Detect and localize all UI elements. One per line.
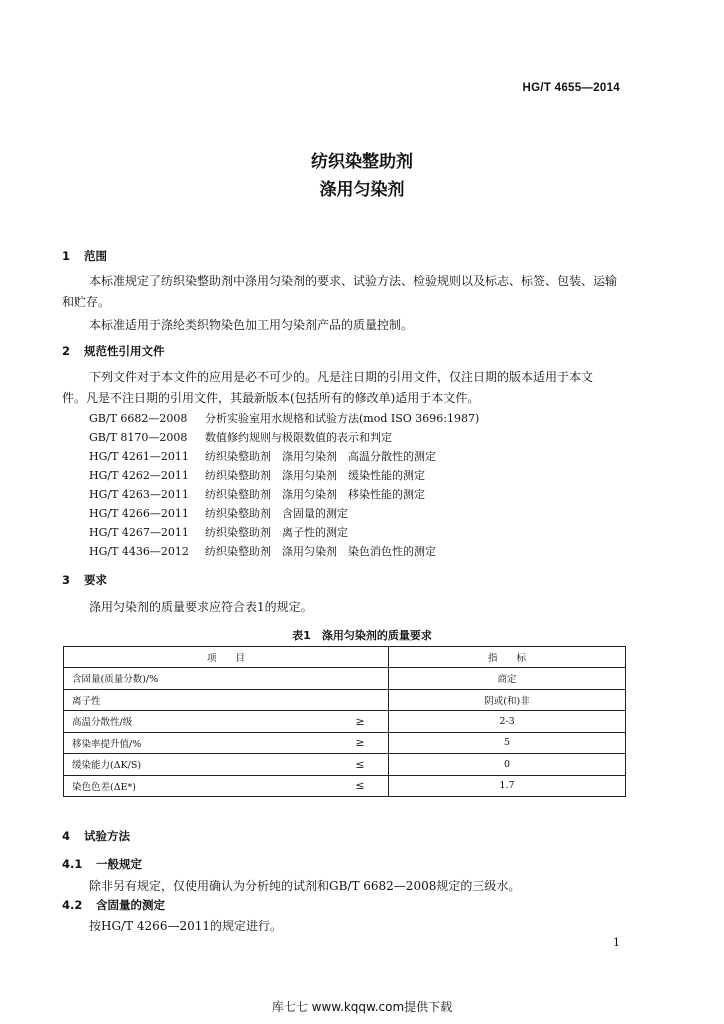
paragraph: 涤用匀染剂的质量要求应符合表1的规定。	[89, 600, 313, 614]
reference-code: HG/T 4436—2012	[89, 545, 189, 558]
section-title: 要求	[84, 573, 107, 587]
reference-code: HG/T 4261—2011	[89, 450, 189, 463]
item-value: 5	[389, 732, 626, 754]
paragraph: 和贮存。	[62, 295, 111, 309]
section-title: 范围	[84, 249, 107, 263]
section-2-heading	[62, 343, 165, 359]
item-name: 离子性	[64, 689, 333, 711]
paragraph: 本标准适用于涤纶类织物染色加工用匀染剂产品的质量控制。	[89, 318, 414, 332]
reference-title: 纺织染整助剂 涤用匀染剂 高温分散性的测定	[205, 450, 436, 463]
paragraph: 本标准规定了纺织染整助剂中涤用匀染剂的要求、试验方法、检验规则以及标志、标签、包装、运输	[89, 274, 618, 288]
reference-code: HG/T 4262—2011	[89, 469, 189, 482]
operator: ≥	[332, 711, 389, 733]
column-header-value: 指 标	[389, 647, 626, 668]
subsection-4-1-heading	[62, 856, 142, 872]
item-value: 商定	[389, 668, 626, 690]
section-title: 试验方法	[84, 829, 130, 843]
footer-download-notice: 库七七 www.kqqw.com提供下载	[271, 1000, 453, 1014]
paragraph: 除非另有规定，仅使用确认为分析纯的试剂和GB/T 6682—2008规定的三级水。	[89, 879, 521, 893]
section-title: 规范性引用文件	[84, 344, 165, 358]
reference-title: 纺织染整助剂 涤用匀染剂 染色消色性的测定	[205, 545, 436, 558]
quality-requirements-table	[63, 646, 626, 797]
operator	[332, 689, 389, 711]
table-row	[64, 689, 626, 711]
reference-item	[89, 448, 436, 464]
item-name: 缓染能力(ΔK/S)	[64, 754, 333, 776]
item-name: 移染率提升值/%	[64, 732, 333, 754]
reference-code: GB/T 6682—2008	[89, 412, 188, 425]
table-row	[64, 711, 626, 733]
section-number: 3	[62, 573, 71, 587]
reference-code: HG/T 4263—2011	[89, 488, 189, 501]
subsection-4-2-heading	[62, 897, 165, 913]
document-number: HG/T 4655—2014	[522, 82, 620, 94]
section-number: 4	[62, 829, 71, 843]
reference-item	[89, 524, 348, 540]
page-number: 1	[613, 936, 620, 949]
reference-item	[89, 543, 436, 559]
section-3-heading	[62, 572, 107, 588]
paragraph: 下列文件对于本文件的应用是必不可少的。凡是注日期的引用文件，仅注日期的版本适用于本文	[89, 370, 594, 384]
item-value: 0	[389, 754, 626, 776]
reference-title: 纺织染整助剂 涤用匀染剂 缓染性能的测定	[205, 469, 425, 482]
table-row	[64, 775, 626, 797]
reference-item	[89, 410, 479, 426]
title-line-2: 涤用匀染剂	[319, 180, 405, 200]
reference-title: 数值修约规则与极限数值的表示和判定	[205, 431, 392, 444]
table-row	[64, 668, 626, 690]
reference-title: 纺织染整助剂 含固量的测定	[205, 507, 348, 520]
operator: ≥	[332, 732, 389, 754]
title-line-1: 纺织染整助剂	[311, 152, 413, 172]
item-value: 2-3	[389, 711, 626, 733]
item-name: 含固量(质量分数)/%	[64, 668, 333, 690]
table-row	[64, 754, 626, 776]
item-name: 高温分散性/级	[64, 711, 333, 733]
section-1-heading	[62, 248, 107, 264]
subsection-title: 一般规定	[96, 857, 142, 871]
table-row	[64, 732, 626, 754]
paragraph: 件。凡是不注日期的引用文件，其最新版本(包括所有的修改单)适用于本文件。	[62, 391, 480, 405]
operator	[332, 668, 389, 690]
subsection-number: 4.1	[62, 857, 83, 871]
reference-code: HG/T 4266—2011	[89, 507, 189, 520]
reference-item	[89, 467, 425, 483]
operator: ≤	[332, 754, 389, 776]
paragraph: 按HG/T 4266—2011的规定进行。	[89, 919, 282, 933]
reference-code: HG/T 4267—2011	[89, 526, 189, 539]
subsection-number: 4.2	[62, 898, 83, 912]
section-4-heading	[62, 828, 130, 844]
item-value: 1.7	[389, 775, 626, 797]
reference-title: 分析实验室用水规格和试验方法(mod ISO 3696:1987)	[205, 412, 480, 425]
reference-item	[89, 505, 348, 521]
reference-title: 纺织染整助剂 涤用匀染剂 移染性能的测定	[205, 488, 425, 501]
reference-item	[89, 486, 425, 502]
subsection-title: 含固量的测定	[96, 898, 165, 912]
section-number: 1	[62, 249, 71, 263]
reference-title: 纺织染整助剂 离子性的测定	[205, 526, 348, 539]
table-header-row	[64, 647, 626, 668]
reference-code: GB/T 8170—2008	[89, 431, 188, 444]
section-number: 2	[62, 344, 71, 358]
reference-item	[89, 429, 392, 445]
column-header-item: 项 目	[64, 647, 389, 668]
item-value: 阴或(和)非	[389, 689, 626, 711]
table-caption: 表1 涤用匀染剂的质量要求	[292, 629, 432, 642]
operator: ≤	[332, 775, 389, 797]
item-name: 染色色差(ΔE*)	[64, 775, 333, 797]
